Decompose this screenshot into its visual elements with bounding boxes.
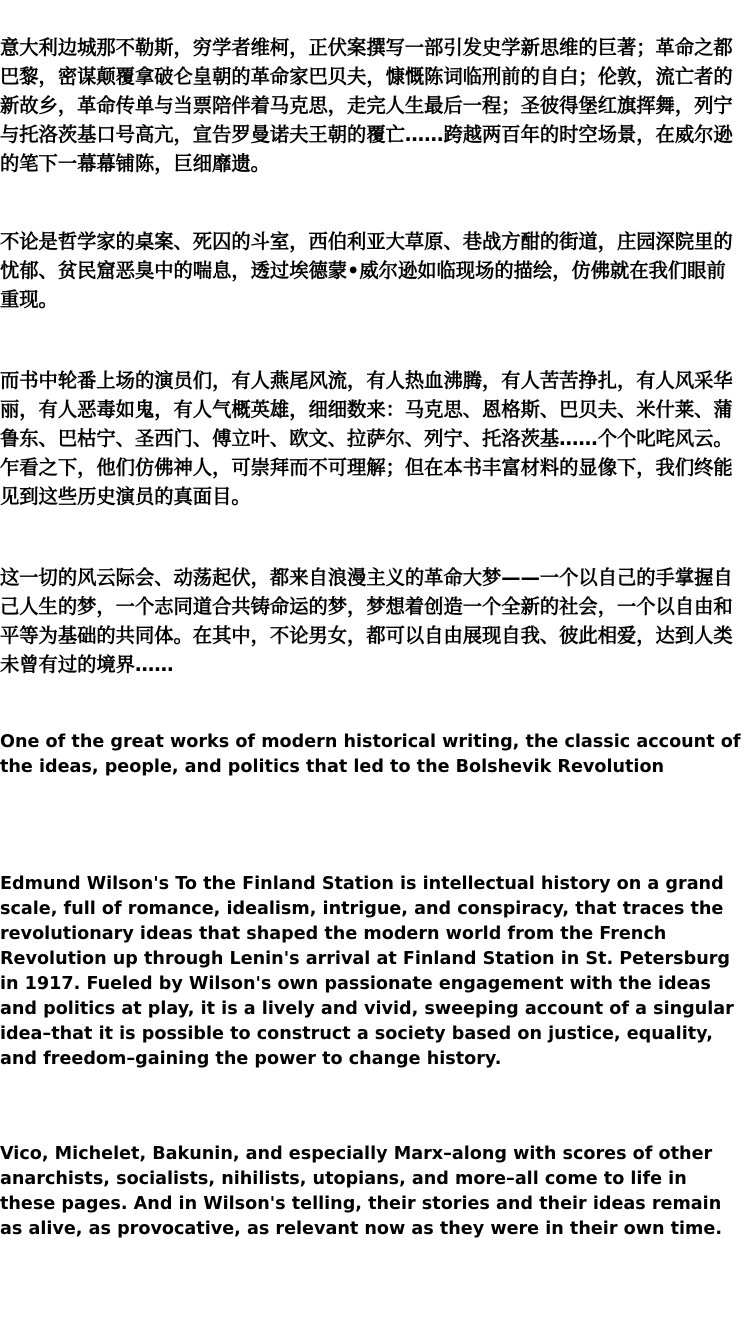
- paragraph-chinese-2: 不论是哲学家的桌案、死囚的斗室，西伯利亚大草原、巷战方酣的街道，庄园深院里的忧郁、贫民窟恶臭中的喘息，透过埃德蒙•威尔逊如临现场的描绘，仿佛就在我们眼前重现。: [0, 230, 733, 311]
- paragraph-english-2: Vico, Michelet, Bakunin, and especially Marx–along with scores of other anarchists, socialists, nihilists, utopians, and more–all come to life in these pages. And in Wilson's telling, their stories and their ideas remain as alive, as provocative, as relevant now as they were in their own time.: [0, 1144, 722, 1239]
- paragraph-chinese-4: 这一切的风云际会、动荡起伏，都来自浪漫主义的革命大梦——一个以自己的手掌握自己人生的梦，一个志同道合共铸命运的梦，梦想着创造一个全新的社会，一个以自由和平等为基础的共同体。在其中，不论男女，都可以自由展现自我、彼此相爱，达到人类未曾有过的境界……: [0, 566, 733, 676]
- paragraph-chinese-1: 意大利边城那不勒斯，穷学者维柯，正伏案撰写一部引发史学新思维的巨著；革命之都巴黎，密谋颠覆拿破仑皇朝的革命家巴贝夫，慷慨陈词临刑前的自白；伦敦，流亡者的新故乡，革命传单与当票陪伴着马克思，走完人生最后一程；圣彼得堡红旗挥舞，列宁与托洛茨基口号高亢，宣告罗曼诺夫王朝的覆亡……跨越两百年的时空场景，在威尔逊的笔下一幕幕铺陈，巨细靡遗。: [0, 36, 733, 175]
- paragraph-english-tagline: One of the great works of modern historical writing, the classic account of the ideas, people, and politics that led to the Bolshevik Revolution: [0, 732, 741, 777]
- paragraph-english-1: Edmund Wilson's To the Finland Station is intellectual history on a grand scale, full of romance, idealism, intrigue, and conspiracy, that traces the revolutionary ideas that shaped the modern world from the French Revolution up through Lenin's arrival at Finland Station in St. Petersburg in 1917. Fueled by Wilson's own passionate engagement with the ideas and politics at play, it is a lively and vivid, sweeping account of a singular idea–that it is possible to construct a society based on justice, equality, and freedom–gaining the power to change history.: [0, 874, 734, 1069]
- paragraph-chinese-3: 而书中轮番上场的演员们，有人燕尾风流，有人热血沸腾，有人苦苦挣扎，有人风采华丽，有人恶毒如鬼，有人气概英雄，细细数来：马克思、恩格斯、巴贝夫、米什莱、蒲鲁东、巴枯宁、圣西门、傅立叶、欧文、拉萨尔、列宁、托洛茨基……个个叱咤风云。乍看之下，他们仿佛神人，可崇拜而不可理解；但在本书丰富材料的显像下，我们终能见到这些历史演员的真面目。: [0, 369, 733, 508]
